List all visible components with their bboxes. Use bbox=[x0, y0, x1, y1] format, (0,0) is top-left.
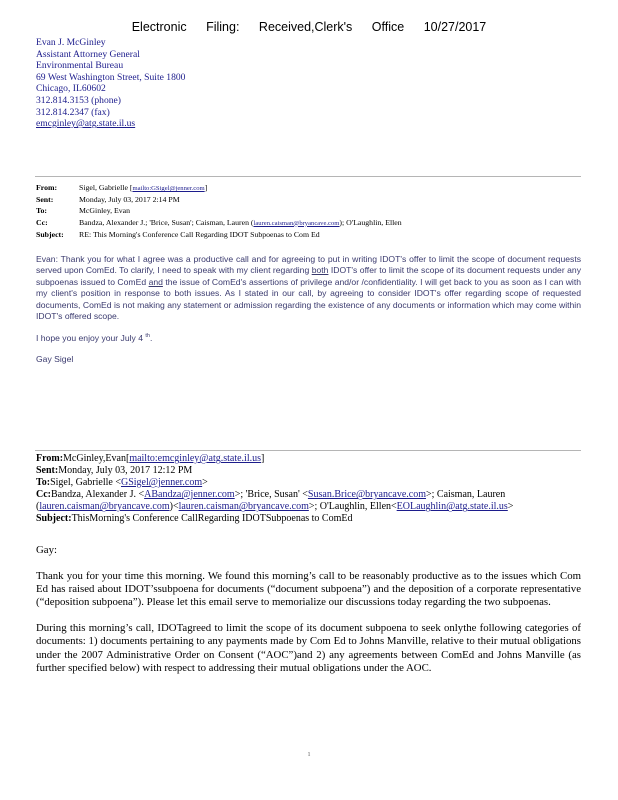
header-2-from-link[interactable]: mailto:emcginley@atg.state.il.us bbox=[129, 453, 261, 464]
sender-name: Evan J. McGinley bbox=[36, 37, 106, 48]
header-2-cc-open: ( bbox=[36, 501, 40, 513]
reply-text-c: the issue of ComEd's assertions of privilege and/or /confidentiality. I will get back to you as soon as I can with my client's position in response to both issues. As I stated in our call, by agreeing to consider IDOT's offer regarding scope of requested documents, ComEd is not making any statement or admission regarding the existence of any documents or information which may come within IDOT's offered scope. bbox=[36, 276, 581, 322]
header-2-from-close: ] bbox=[261, 453, 265, 464]
header-2-from-row bbox=[36, 453, 581, 465]
header-2-to-link[interactable]: GSigel@jenner.com bbox=[121, 477, 203, 489]
reply-closing-sup: th bbox=[145, 333, 150, 340]
header-divider-2 bbox=[35, 450, 581, 451]
sender-email-link[interactable]: emcginley@atg.state.il.us bbox=[36, 118, 136, 130]
reply-closing-text: I hope you enjoy your July 4 bbox=[36, 333, 144, 344]
header-1-to-row bbox=[36, 205, 581, 216]
header-1-from-row bbox=[36, 182, 581, 194]
body-greeting: Gay: bbox=[36, 544, 57, 556]
filing-date: 10/27/2017 bbox=[423, 20, 487, 34]
header-1-from-label: From: bbox=[36, 183, 58, 192]
header-1-to-label: To: bbox=[36, 206, 47, 216]
header-1-cc-tail: ); O'Laughlin, Ellen bbox=[339, 217, 402, 227]
header-2-cc-row-cont bbox=[36, 501, 581, 513]
header-2-to-label: To: bbox=[36, 477, 51, 489]
header-1-cc-row bbox=[36, 217, 581, 229]
header-2-to-row bbox=[36, 477, 581, 489]
header-2-cc-mid-2: >; Caisman, Lauren bbox=[425, 489, 506, 501]
header-divider-1 bbox=[35, 176, 581, 177]
reply-underline-and: and bbox=[148, 276, 163, 287]
header-2-cc-end: > bbox=[507, 501, 514, 513]
header-2-from-value: McGinley,Evan[ bbox=[63, 453, 130, 464]
reply-text-b: IDOT's offer to limit the scope of its document requests under any subpoenas issued to ComEd bbox=[36, 265, 581, 287]
header-2-cc-label: Cc: bbox=[36, 489, 51, 501]
filing-word-filing: Filing: bbox=[206, 20, 240, 34]
sender-fax: 312.814.2347 (fax) bbox=[36, 106, 110, 118]
reply-underline-both: both bbox=[311, 265, 329, 276]
header-2-subject-row bbox=[36, 513, 581, 525]
reply-paragraph bbox=[36, 254, 581, 322]
sender-street: 69 West Washington Street, Suite 1800 bbox=[36, 71, 186, 83]
reply-message bbox=[36, 254, 581, 365]
sender-phone: 312.814.3153 (phone) bbox=[36, 94, 121, 106]
header-2-subject-label: Subject: bbox=[36, 513, 72, 525]
email-header-2 bbox=[36, 453, 581, 526]
reply-signature: Gay Sigel bbox=[36, 353, 74, 364]
sender-bureau: Environmental Bureau bbox=[36, 60, 124, 72]
header-2-cc-mid-1: >; 'Brice, Susan' < bbox=[234, 489, 308, 501]
header-1-from-close: ] bbox=[204, 183, 208, 192]
header-2-subject-value: ThisMorning's Conference CallRegarding IDOTSubpoenas to ComEd bbox=[71, 513, 353, 525]
header-1-subject-label: Subject: bbox=[36, 229, 64, 239]
header-1-sent-label: Sent: bbox=[36, 195, 54, 205]
header-1-to-value: McGinley, Evan bbox=[79, 206, 131, 216]
header-2-cc-mid-3: )< bbox=[169, 501, 179, 513]
header-2-to-close: > bbox=[202, 477, 208, 489]
filing-word-electronic: Electronic bbox=[131, 20, 187, 34]
header-2-to-value: Sigel, Gabrielle < bbox=[50, 477, 121, 489]
body-paragraph-2: During this morning’s call, IDOTagreed to limit the scope of its document subpoena to seek onlythe following categories of documents: 1) documents pertaining to any payments made by Com Ed to Johns Manville, relative to their mutual obligations under the 2007 Administrative Order on Consent (“AOC”)and 2) any agreements between ComEd and Johns Manville (as further specified below) with respect to addressing their mutual obligations under the AOC. bbox=[36, 622, 581, 674]
header-1-sent-row bbox=[36, 194, 581, 205]
header-1-from-link[interactable]: mailto:GSigel@jenner.com bbox=[132, 185, 205, 192]
filing-word-received: Received,Clerk's bbox=[258, 20, 353, 34]
header-1-sent-value: Monday, July 03, 2017 2:14 PM bbox=[79, 195, 180, 205]
reply-text-a: Evan: Thank you for what I agree was a productive call and for agreeing to put in writing IDOT's offer to limit the scope of document requests served upon ComEd. To clarify, I need to speak with my client regarding bbox=[36, 254, 581, 276]
header-1-cc-value: Bandza, Alexander J.; 'Brice, Susan'; Caisman, Lauren ( bbox=[79, 217, 254, 227]
header-1-subject-value: RE: This Morning's Conference Call Regarding IDOT Subpoenas to Com Ed bbox=[79, 229, 320, 239]
filing-word-office: Office bbox=[371, 20, 405, 34]
sender-title: Assistant Attorney General bbox=[36, 48, 140, 60]
header-1-cc-link[interactable]: lauren.caisman@bryancave.com bbox=[253, 219, 340, 227]
body-paragraph-1: Thank you for your time this morning. We found this morning’s call to be reasonably productive as to the issues which Com Ed has raised about IDOT’ssubpoena for documents (“document subpoena”) and the deposition of a corporate representative (“deposition subpoena”). Please let this email serve to memorialize our discussions today regarding the two subpoenas. bbox=[36, 570, 581, 609]
reply-closing-end: . bbox=[150, 333, 153, 344]
reply-closing bbox=[36, 331, 581, 344]
header-2-sent-value: Monday, July 03, 2017 12:12 PM bbox=[58, 465, 193, 477]
header-2-cc-link-olaughlin[interactable]: EOLaughlin@atg.state.il.us bbox=[396, 501, 508, 513]
header-1-cc-label: Cc: bbox=[36, 217, 48, 227]
header-2-from-label: From: bbox=[36, 453, 64, 464]
header-2-sent-label: Sent: bbox=[36, 465, 59, 477]
original-message-body bbox=[36, 544, 581, 675]
header-1-subject-row bbox=[36, 229, 581, 240]
header-2-cc-link-caisman-1[interactable]: lauren.caisman@bryancave.com bbox=[39, 501, 170, 513]
sender-city: Chicago, IL60602 bbox=[36, 83, 106, 95]
header-2-cc-mid-4: >; O'Laughlin, Ellen< bbox=[308, 501, 397, 513]
header-2-cc-link-caisman-2[interactable]: lauren.caisman@bryancave.com bbox=[178, 501, 309, 513]
sender-block bbox=[36, 37, 185, 130]
header-2-cc-value: Bandza, Alexander J. < bbox=[51, 489, 145, 501]
header-2-sent-row bbox=[36, 465, 581, 477]
header-2-cc-row bbox=[36, 489, 581, 501]
header-2-cc-link-brice[interactable]: Susan.Brice@bryancave.com bbox=[307, 489, 426, 501]
header-2-cc-link-bandza[interactable]: ABandza@jenner.com bbox=[144, 489, 235, 501]
filing-header bbox=[0, 20, 618, 34]
email-header-1 bbox=[36, 182, 581, 240]
header-1-from-value: Sigel, Gabrielle [ bbox=[79, 183, 133, 192]
page-number: 1 bbox=[307, 752, 311, 758]
